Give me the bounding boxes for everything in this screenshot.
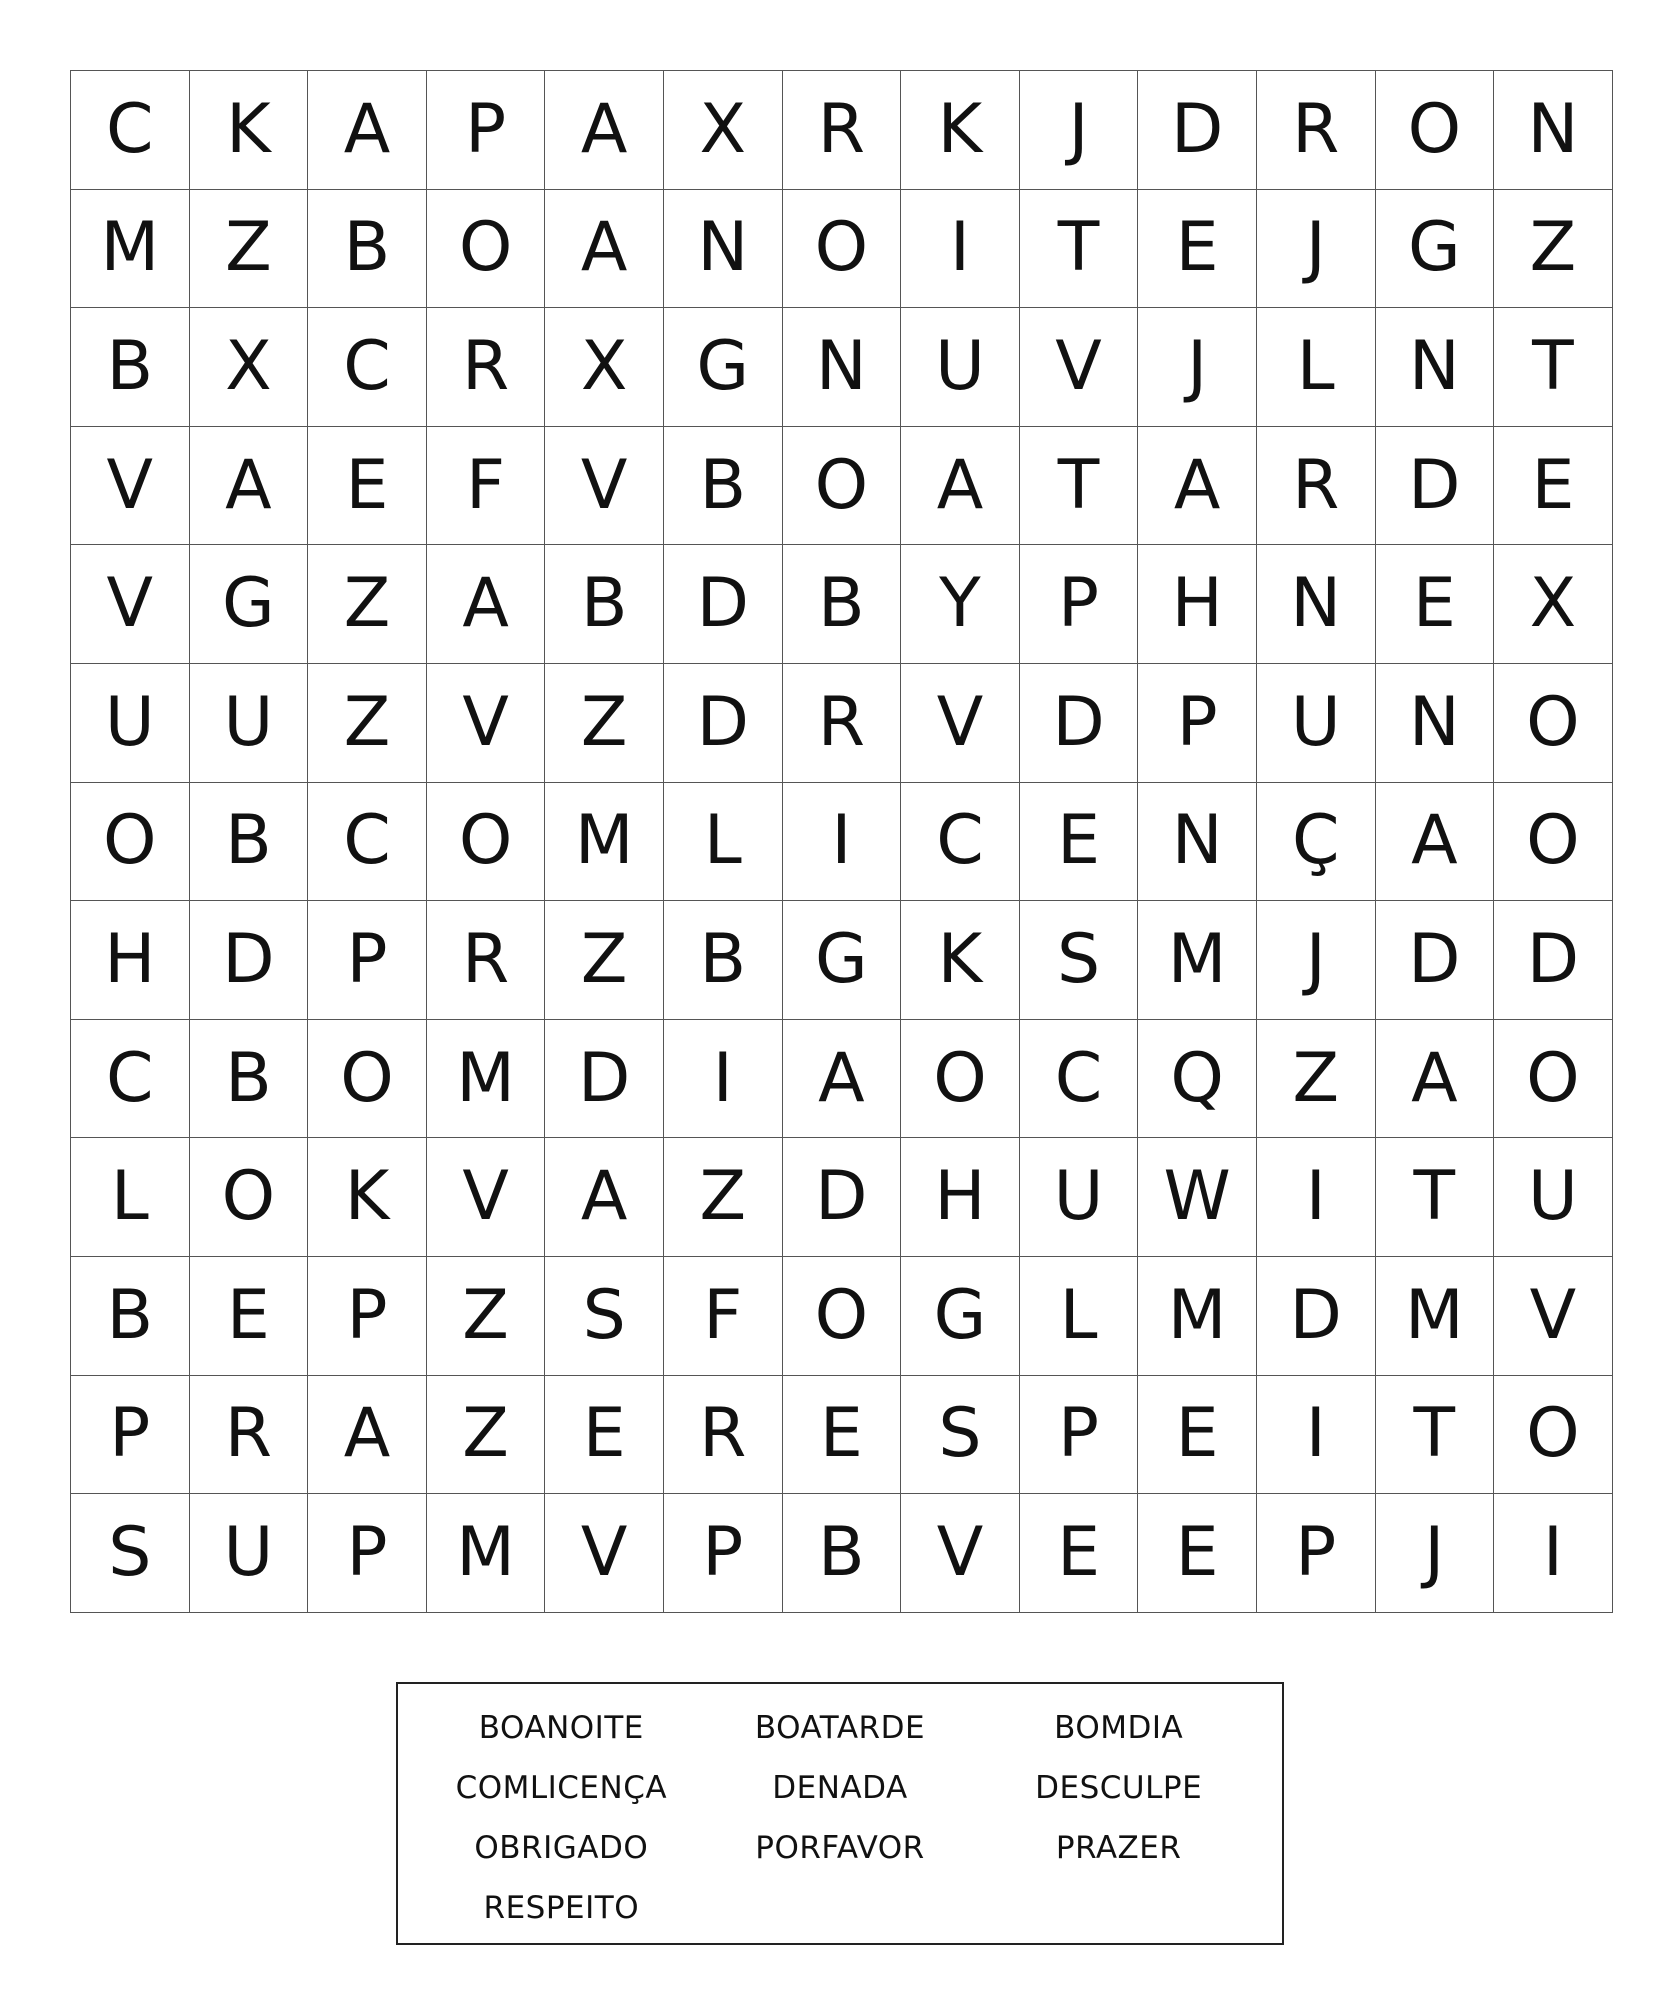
grid-cell[interactable]: J: [1020, 71, 1139, 190]
word-list-item: PRAZER: [1055, 1830, 1182, 1866]
grid-cell[interactable]: P: [71, 1376, 190, 1495]
grid-cell[interactable]: P: [1020, 1376, 1139, 1495]
grid-cell[interactable]: E: [783, 1376, 902, 1495]
grid-cell[interactable]: T: [1494, 308, 1613, 427]
grid-cell[interactable]: O: [1494, 1376, 1613, 1495]
grid-cell[interactable]: A: [1376, 1020, 1495, 1139]
grid-cell[interactable]: U: [901, 308, 1020, 427]
grid-cell[interactable]: R: [427, 901, 546, 1020]
grid-cell[interactable]: E: [1138, 1494, 1257, 1613]
grid-cell[interactable]: A: [901, 427, 1020, 546]
grid-cell[interactable]: B: [190, 783, 309, 902]
grid-cell[interactable]: C: [308, 308, 427, 427]
grid-cell[interactable]: N: [1376, 664, 1495, 783]
grid-cell[interactable]: J: [1257, 190, 1376, 309]
grid-cell[interactable]: L: [1257, 308, 1376, 427]
grid-cell[interactable]: C: [71, 1020, 190, 1139]
grid-cell[interactable]: Q: [1138, 1020, 1257, 1139]
grid-cell[interactable]: O: [783, 190, 902, 309]
grid-cell[interactable]: J: [1138, 308, 1257, 427]
grid-cell[interactable]: U: [190, 1494, 309, 1613]
grid-cell[interactable]: J: [1257, 901, 1376, 1020]
grid-cell[interactable]: B: [190, 1020, 309, 1139]
grid-cell[interactable]: B: [664, 901, 783, 1020]
grid-cell[interactable]: Z: [308, 664, 427, 783]
grid-cell[interactable]: O: [71, 783, 190, 902]
grid-cell[interactable]: X: [664, 71, 783, 190]
grid-cell[interactable]: G: [190, 545, 309, 664]
grid-cell[interactable]: L: [664, 783, 783, 902]
grid-cell[interactable]: V: [71, 427, 190, 546]
grid-cell[interactable]: O: [783, 1257, 902, 1376]
grid-cell[interactable]: I: [783, 783, 902, 902]
grid-cell[interactable]: Y: [901, 545, 1020, 664]
grid-cell[interactable]: H: [71, 901, 190, 1020]
grid-cell[interactable]: O: [1494, 664, 1613, 783]
grid-cell[interactable]: O: [427, 783, 546, 902]
grid-cell[interactable]: U: [190, 664, 309, 783]
grid-cell[interactable]: E: [1020, 1494, 1139, 1613]
grid-cell[interactable]: A: [1138, 427, 1257, 546]
grid-cell[interactable]: M: [427, 1020, 546, 1139]
grid-cell[interactable]: S: [545, 1257, 664, 1376]
grid-cell[interactable]: G: [901, 1257, 1020, 1376]
grid-cell[interactable]: I: [901, 190, 1020, 309]
grid-cell[interactable]: P: [1020, 545, 1139, 664]
grid-cell[interactable]: V: [427, 1138, 546, 1257]
grid-cell[interactable]: N: [1494, 71, 1613, 190]
grid-cell[interactable]: A: [427, 545, 546, 664]
grid-cell[interactable]: I: [664, 1020, 783, 1139]
grid-cell[interactable]: C: [901, 783, 1020, 902]
grid-cell[interactable]: V: [1494, 1257, 1613, 1376]
grid-cell[interactable]: V: [427, 664, 546, 783]
word-list-item: BOMDIA: [1054, 1710, 1184, 1746]
grid-cell[interactable]: N: [783, 308, 902, 427]
grid-cell[interactable]: C: [308, 783, 427, 902]
grid-cell[interactable]: O: [1494, 1020, 1613, 1139]
grid-cell[interactable]: U: [1257, 664, 1376, 783]
grid-cell[interactable]: Z: [427, 1376, 546, 1495]
grid-cell[interactable]: E: [545, 1376, 664, 1495]
grid-cell[interactable]: R: [190, 1376, 309, 1495]
grid-cell[interactable]: S: [71, 1494, 190, 1613]
word-list-item: RESPEITO: [483, 1890, 640, 1926]
grid-cell[interactable]: Z: [190, 190, 309, 309]
grid-cell[interactable]: M: [1138, 1257, 1257, 1376]
grid-cell[interactable]: D: [1020, 664, 1139, 783]
grid-cell[interactable]: A: [308, 71, 427, 190]
grid-cell[interactable]: A: [545, 1138, 664, 1257]
grid-cell[interactable]: A: [783, 1020, 902, 1139]
grid-cell[interactable]: B: [783, 1494, 902, 1613]
grid-cell[interactable]: R: [427, 308, 546, 427]
grid-cell[interactable]: V: [901, 1494, 1020, 1613]
grid-cell[interactable]: D: [664, 545, 783, 664]
grid-cell[interactable]: O: [190, 1138, 309, 1257]
grid-cell[interactable]: C: [1020, 1020, 1139, 1139]
grid-cell[interactable]: O: [901, 1020, 1020, 1139]
grid-cell[interactable]: V: [545, 427, 664, 546]
grid-cell[interactable]: R: [1257, 427, 1376, 546]
grid-cell[interactable]: P: [1138, 664, 1257, 783]
grid-cell[interactable]: V: [545, 1494, 664, 1613]
grid-cell[interactable]: M: [1138, 901, 1257, 1020]
grid-cell[interactable]: D: [1376, 427, 1495, 546]
grid-cell[interactable]: W: [1138, 1138, 1257, 1257]
grid-cell[interactable]: N: [1257, 545, 1376, 664]
grid-cell[interactable]: P: [308, 1257, 427, 1376]
grid-cell[interactable]: T: [1376, 1138, 1495, 1257]
grid-cell[interactable]: T: [1376, 1376, 1495, 1495]
grid-cell[interactable]: N: [1376, 308, 1495, 427]
grid-cell[interactable]: B: [664, 427, 783, 546]
word-list-item: PORFAVOR: [755, 1830, 925, 1866]
grid-cell[interactable]: U: [1020, 1138, 1139, 1257]
grid-cell[interactable]: O: [1494, 783, 1613, 902]
word-list-item: BOATARDE: [754, 1710, 926, 1746]
grid-cell[interactable]: K: [901, 901, 1020, 1020]
grid-cell[interactable]: S: [1020, 901, 1139, 1020]
grid-cell[interactable]: E: [1376, 545, 1495, 664]
grid-cell[interactable]: R: [664, 1376, 783, 1495]
grid-cell[interactable]: M: [1376, 1257, 1495, 1376]
grid-cell[interactable]: Z: [1257, 1020, 1376, 1139]
grid-cell[interactable]: J: [1376, 1494, 1495, 1613]
grid-cell[interactable]: H: [1138, 545, 1257, 664]
grid-cell[interactable]: E: [1138, 190, 1257, 309]
grid-cell[interactable]: F: [664, 1257, 783, 1376]
grid-cell[interactable]: D: [1257, 1257, 1376, 1376]
grid-cell[interactable]: Z: [427, 1257, 546, 1376]
grid-cell[interactable]: A: [190, 427, 309, 546]
grid-cell[interactable]: F: [427, 427, 546, 546]
grid-cell[interactable]: G: [664, 308, 783, 427]
grid-cell[interactable]: V: [71, 545, 190, 664]
grid-cell[interactable]: B: [308, 190, 427, 309]
grid-cell[interactable]: D: [1494, 901, 1613, 1020]
grid-cell[interactable]: A: [308, 1376, 427, 1495]
grid-cell[interactable]: L: [71, 1138, 190, 1257]
grid-cell[interactable]: E: [1494, 427, 1613, 546]
grid-cell[interactable]: Ç: [1257, 783, 1376, 902]
grid-cell[interactable]: O: [308, 1020, 427, 1139]
word-list-item: DENADA: [772, 1770, 908, 1806]
grid-cell[interactable]: A: [1376, 783, 1495, 902]
grid-cell[interactable]: M: [545, 783, 664, 902]
grid-cell[interactable]: N: [1138, 783, 1257, 902]
grid-cell[interactable]: A: [545, 71, 664, 190]
grid-cell[interactable]: D: [1138, 71, 1257, 190]
grid-cell[interactable]: U: [71, 664, 190, 783]
grid-cell[interactable]: A: [545, 190, 664, 309]
grid-cell[interactable]: O: [427, 190, 546, 309]
grid-cell[interactable]: I: [1257, 1138, 1376, 1257]
grid-cell[interactable]: D: [1376, 901, 1495, 1020]
grid-cell[interactable]: P: [1257, 1494, 1376, 1613]
grid-cell[interactable]: T: [1020, 190, 1139, 309]
grid-cell[interactable]: X: [190, 308, 309, 427]
grid-cell[interactable]: D: [190, 901, 309, 1020]
word-list-item: COMLICENÇA: [455, 1770, 668, 1806]
grid-cell[interactable]: E: [190, 1257, 309, 1376]
grid-cell[interactable]: D: [783, 1138, 902, 1257]
grid-cell[interactable]: V: [1020, 308, 1139, 427]
grid-cell[interactable]: M: [71, 190, 190, 309]
grid-cell[interactable]: P: [308, 1494, 427, 1613]
grid-cell[interactable]: O: [783, 427, 902, 546]
grid-cell[interactable]: V: [901, 664, 1020, 783]
grid-cell[interactable]: E: [1138, 1376, 1257, 1495]
grid-cell[interactable]: D: [664, 664, 783, 783]
grid-cell[interactable]: Z: [308, 545, 427, 664]
grid-cell[interactable]: G: [1376, 190, 1495, 309]
grid-cell[interactable]: B: [783, 545, 902, 664]
grid-cell[interactable]: E: [1020, 783, 1139, 902]
grid-cell[interactable]: O: [1376, 71, 1495, 190]
grid-cell[interactable]: P: [427, 71, 546, 190]
grid-cell[interactable]: U: [1494, 1138, 1613, 1257]
grid-cell[interactable]: I: [1257, 1376, 1376, 1495]
grid-cell[interactable]: G: [783, 901, 902, 1020]
grid-cell[interactable]: B: [545, 545, 664, 664]
word-list-item: OBRIGADO: [474, 1830, 649, 1866]
word-list-item: BOANOITE: [478, 1710, 644, 1746]
grid-cell[interactable]: X: [545, 308, 664, 427]
grid-cell[interactable]: S: [901, 1376, 1020, 1495]
grid-cell[interactable]: H: [901, 1138, 1020, 1257]
grid-cell[interactable]: I: [1494, 1494, 1613, 1613]
grid-cell[interactable]: Z: [545, 901, 664, 1020]
grid-cell[interactable]: Z: [545, 664, 664, 783]
grid-cell[interactable]: K: [190, 71, 309, 190]
grid-cell[interactable]: R: [783, 71, 902, 190]
grid-cell[interactable]: B: [71, 308, 190, 427]
word-list: [396, 1682, 1284, 1945]
grid-cell[interactable]: D: [545, 1020, 664, 1139]
grid-cell[interactable]: B: [71, 1257, 190, 1376]
grid-cell[interactable]: X: [1494, 545, 1613, 664]
grid-cell[interactable]: K: [308, 1138, 427, 1257]
grid-cell[interactable]: E: [308, 427, 427, 546]
grid-cell[interactable]: N: [664, 190, 783, 309]
word-list-item: DESCULPE: [1035, 1770, 1203, 1806]
grid-cell[interactable]: M: [427, 1494, 546, 1613]
grid-cell[interactable]: Z: [1494, 190, 1613, 309]
grid-cell[interactable]: L: [1020, 1257, 1139, 1376]
grid-cell[interactable]: P: [664, 1494, 783, 1613]
grid-cell[interactable]: R: [783, 664, 902, 783]
grid-cell[interactable]: Z: [664, 1138, 783, 1257]
grid-cell[interactable]: K: [901, 71, 1020, 190]
letter-grid: [70, 70, 1613, 1613]
grid-cell[interactable]: C: [71, 71, 190, 190]
grid-cell[interactable]: P: [308, 901, 427, 1020]
grid-cell[interactable]: R: [1257, 71, 1376, 190]
grid-cell[interactable]: T: [1020, 427, 1139, 546]
